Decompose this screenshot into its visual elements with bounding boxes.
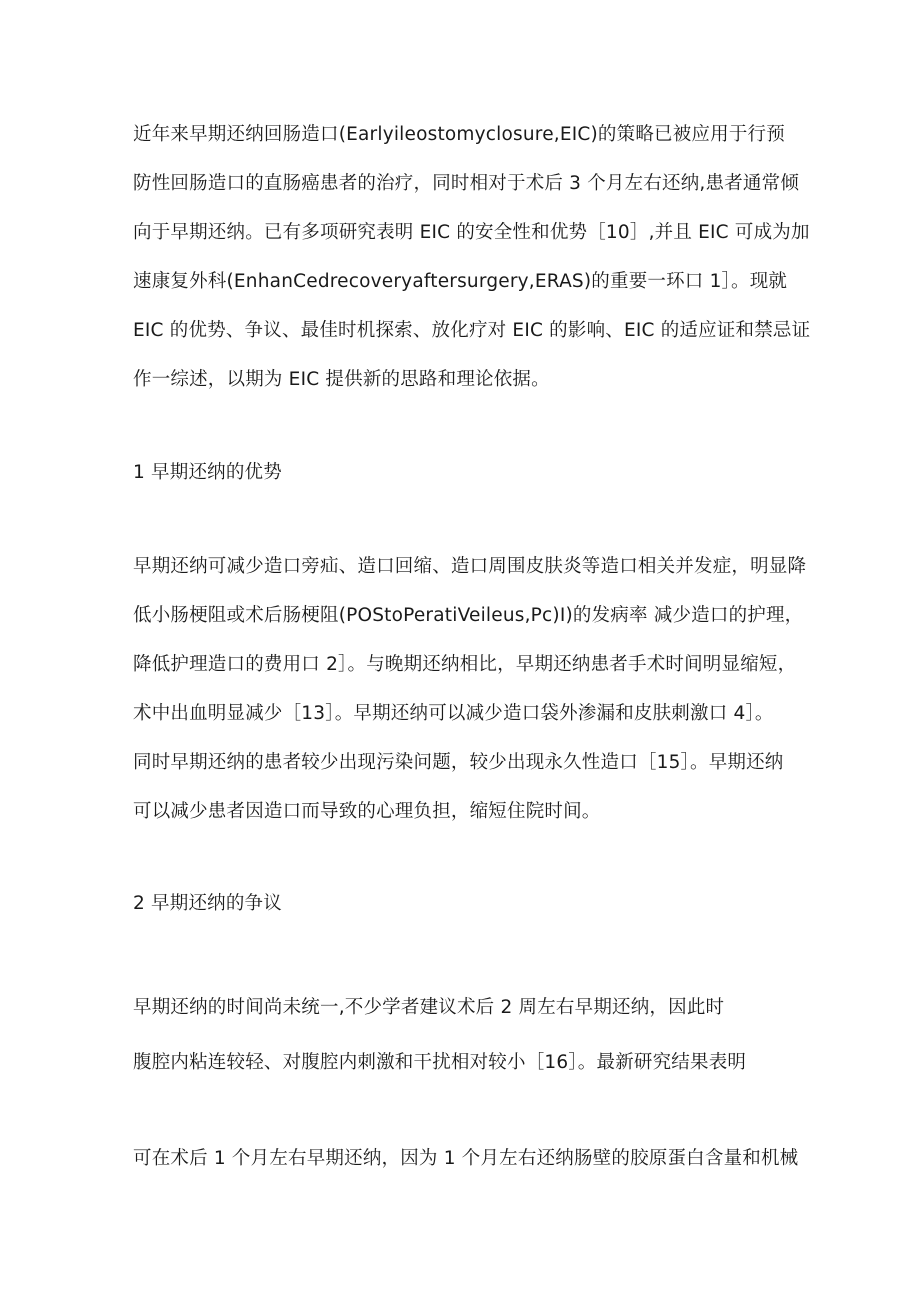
section-1-line: 低小肠梗阻或术后肠梗阻(POStoPeratiVeileus,Pc)I)的发病率 减少造口的护理， — [133, 605, 804, 626]
section-1-line: 可以减少患者因造口而导致的心理负担，缩短住院时间。 — [133, 801, 601, 822]
section-1-line: 降低护理造口的费用口 2］。与晚期还纳相比，早期还纳患者手术时间明显缩短， — [133, 654, 797, 675]
intro-line: 近年来早期还纳回肠造口(Earlyileostomyclosure,EIC)的策略已被应用于行预 — [133, 124, 785, 145]
section-2-line: 可在术后 1 个月左右早期还纳，因为 1 个月左右还纳肠壁的胶原蛋白含量和机械 — [133, 1148, 799, 1169]
intro-line: 速康复外科(EnhanCedrecoveryaftersurgery,ERAS)的重要一环口 1］。现就 — [133, 271, 788, 292]
section-1-line: 术中出血明显减少［13］。早期还纳可以减少造口袋外渗漏和皮肤刺激口 4］。 — [133, 703, 774, 724]
section-2-heading: 2 早期还纳的争议 — [133, 893, 282, 914]
section-2-line: 腹腔内粘连较轻、对腹腔内刺激和干扰相对较小［16］。最新研究结果表明 — [133, 1052, 747, 1073]
intro-line: 向于早期还纳。已有多项研究表明 EIC 的安全性和优势［10］,并且 EIC 可成为加 — [133, 222, 810, 243]
section-1-heading: 1 早期还纳的优势 — [133, 462, 282, 483]
section-2-line: 早期还纳的时间尚未统一,不少学者建议术后 2 周左右早期还纳，因此时 — [133, 997, 725, 1018]
intro-line: EIC 的优势、争议、最佳时机探索、放化疗对 EIC 的影响、EIC 的适应证和禁忌证 — [133, 320, 811, 341]
intro-line: 防性回肠造口的直肠癌患者的治疗，同时相对于术后 3 个月左右还纳,患者通常倾 — [133, 173, 800, 194]
section-1-line: 早期还纳可减少造口旁疝、造口回缩、造口周围皮肤炎等造口相关并发症，明显降 — [133, 556, 807, 577]
intro-line: 作一综述，以期为 EIC 提供新的思路和理论依据。 — [133, 369, 550, 390]
section-1-line: 同时早期还纳的患者较少出现污染问题，较少出现永久性造口［15］。早期还纳 — [133, 752, 784, 773]
